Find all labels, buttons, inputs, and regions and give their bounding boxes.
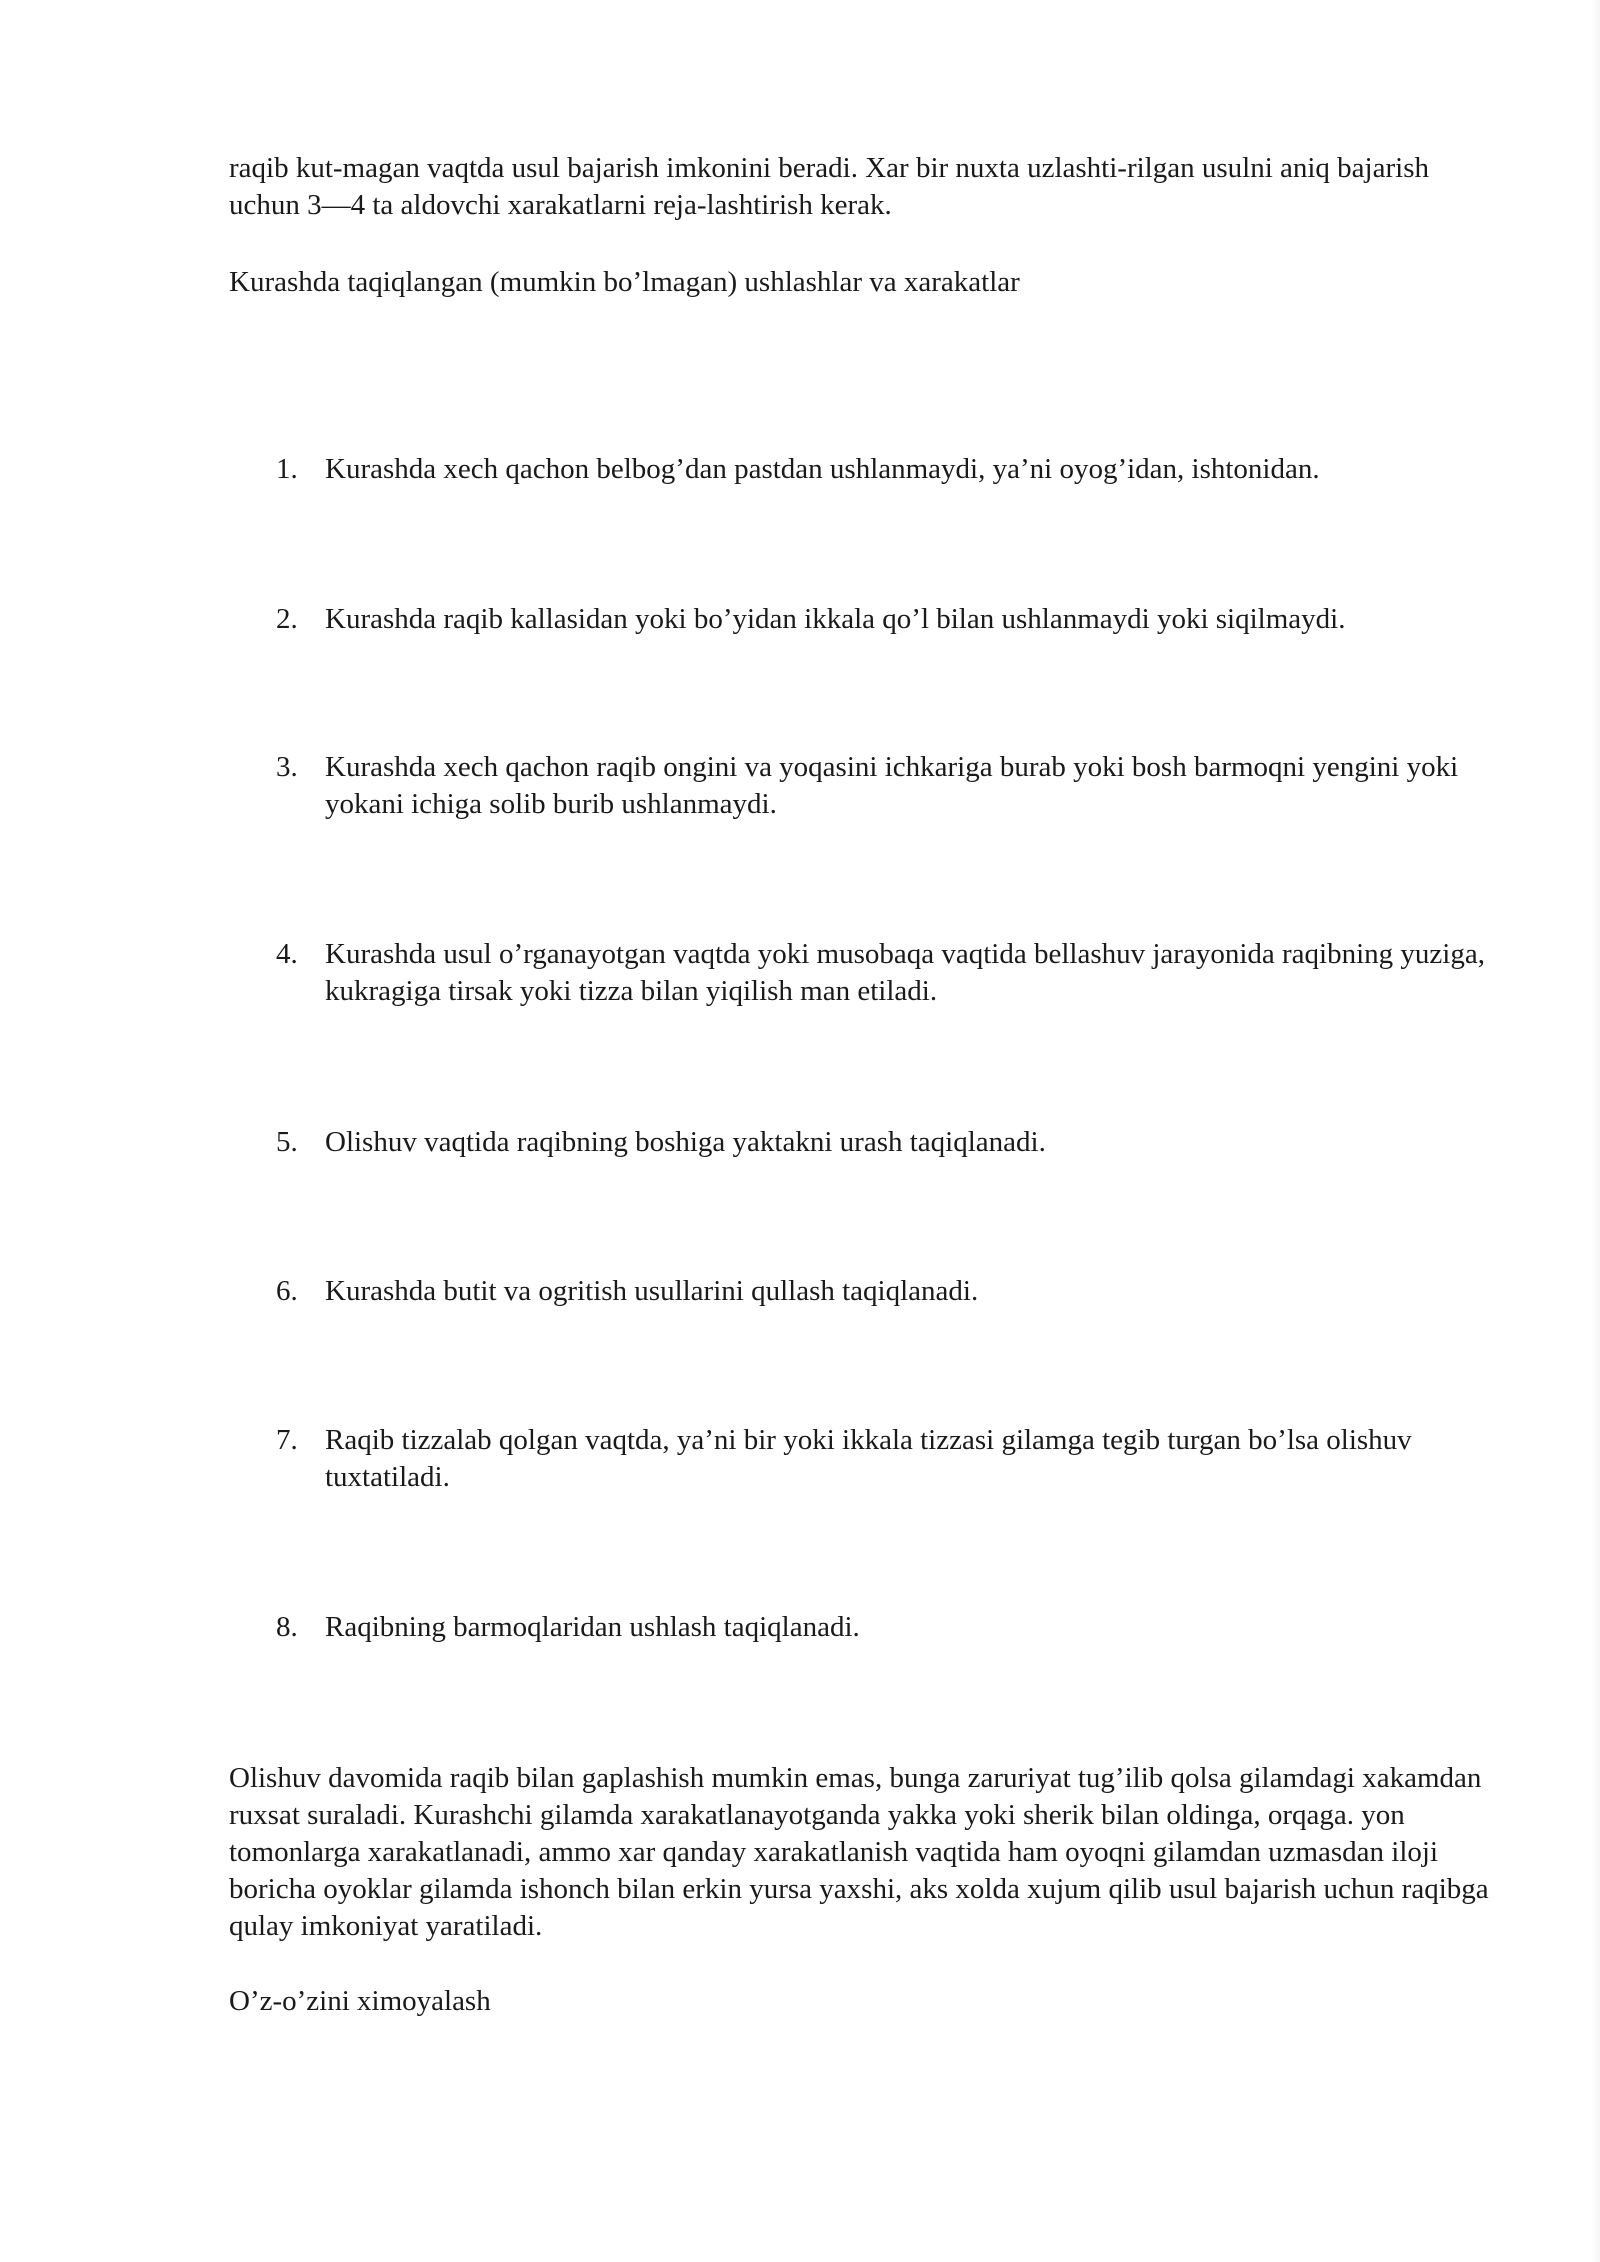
rule-item-8 — [276, 1609, 1486, 1646]
rule-text: Kurashda raqib kallasidan yoki bo’yidan ikkala qo’l bilan ushlanmaydi yoki siqilmaydi. — [325, 603, 1346, 635]
rule-item-2 — [276, 601, 1486, 638]
section-heading: Kurashda taqiqlangan (mumkin bo’lmagan) ushlashlar va xarakatlar — [229, 266, 1020, 298]
rule-number: 2. — [276, 603, 298, 635]
rule-item-4 — [276, 936, 1486, 1010]
rule-number: 1. — [276, 453, 298, 485]
rule-item-6 — [276, 1273, 1486, 1310]
rule-item-7 — [276, 1422, 1486, 1496]
rule-text: Raqib tizzalab qolgan vaqtda, ya’ni bir yoki ikkala tizzasi gilamga tegib turgan bo’lsa olishuv tuxtatiladi. — [325, 1424, 1412, 1493]
rule-item-3 — [276, 749, 1486, 823]
rule-text: Raqibning barmoqlaridan ushlash taqiqlanadi. — [325, 1611, 860, 1643]
intro-paragraph: raqib kut-magan vaqtda usul bajarish imkonini beradi. Xar bir nuxta uzlashti-rilgan usulni aniq bajarish uchun 3—4 ta aldovchi xarakatlarni reja-lashtirish kerak. — [229, 152, 1429, 221]
rule-text: Kurashda usul o’rganayotgan vaqtda yoki musobaqa vaqtida bellashuv jarayonida raqibning yuziga, kukragiga tirsak yoki tizza bilan yiqilish man etiladi. — [325, 938, 1485, 1007]
rule-item-1 — [276, 451, 1486, 488]
next-section-heading: O’z-o’zini ximoyalash — [229, 1985, 491, 2017]
rule-number: 8. — [276, 1611, 298, 1643]
rule-text: Kurashda butit va ogritish usullarini qullash taqiqlanadi. — [325, 1275, 979, 1307]
rule-item-5 — [276, 1124, 1486, 1161]
rule-number: 5. — [276, 1126, 298, 1158]
rule-number: 7. — [276, 1424, 298, 1456]
rule-number: 4. — [276, 938, 298, 970]
rule-number: 3. — [276, 751, 298, 783]
rule-text: Olishuv vaqtida raqibning boshiga yaktakni urash taqiqlanadi. — [325, 1126, 1046, 1158]
rule-number: 6. — [276, 1275, 298, 1307]
rule-text: Kurashda xech qachon belbog’dan pastdan ushlanmaydi, ya’ni oyog’idan, ishtonidan. — [325, 453, 1320, 485]
rule-text: Kurashda xech qachon raqib ongini va yoqasini ichkariga burab yoki bosh barmoqni yengini yoki yokani ichiga solib burib ushlanmaydi. — [325, 751, 1459, 820]
closing-paragraph: Olishuv davomida raqib bilan gaplashish mumkin emas, bunga zaruriyat tug’ilib qolsa gilamdagi xakamdan ruxsat suraladi. Kurashchi gilamda xarakatlanayotganda yakka yoki sherik bilan oldinga, orqaga. yon tomonlarga xarakatlanadi, ammo xar qanday xarakatlanish vaqtida ham oyoqni gilamdan uzmasdan iloji boricha oyoklar gilamda ishonch bilan erkin yursa yaxshi, aks xolda xujum qilib usul bajarish uchun raqibga qulay imkoniyat yaratiladi. — [229, 1762, 1489, 1942]
page-edge-shadow — [1590, 0, 1600, 2262]
